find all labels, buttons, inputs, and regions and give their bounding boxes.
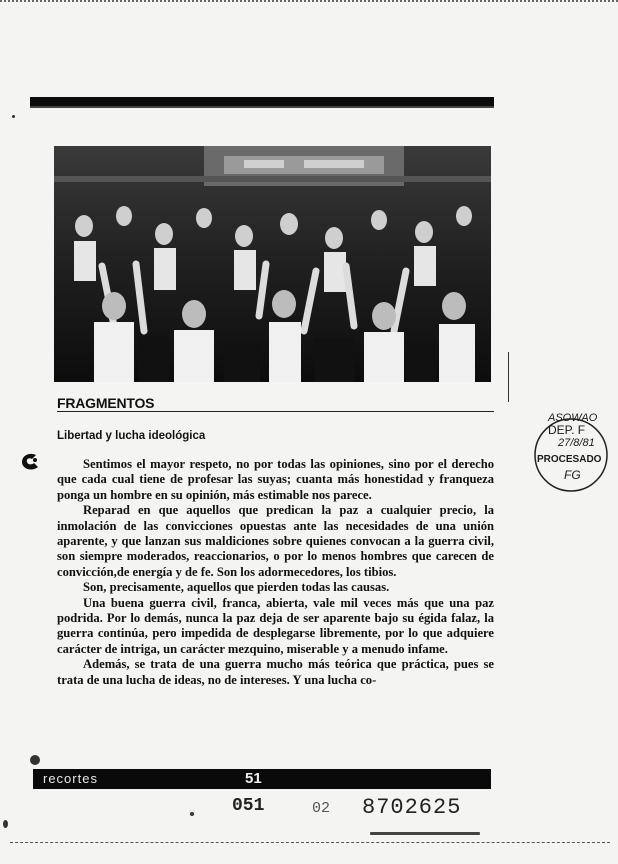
speck <box>3 820 8 828</box>
margin-rule <box>508 352 509 402</box>
stamp-text: PROCESADO <box>537 454 602 465</box>
footer-bar <box>33 769 491 789</box>
crowd-photo-graphic <box>54 146 491 382</box>
section-rule <box>57 411 494 412</box>
stamp-text: ASOWAO <box>548 412 598 424</box>
archive-stamp <box>528 410 614 496</box>
page-number: 51 <box>245 770 262 787</box>
stamp-text: FG <box>564 468 581 482</box>
paragraph: Además, se trata de una guerra mucho más teórica que práctica, pues se trata de una lucha de ideas, no de intereses. Y una lucha co- <box>57 657 494 687</box>
article-body <box>57 457 494 688</box>
stamp-text: DEP. F <box>548 423 586 437</box>
page-number-repeat: 051 <box>232 796 265 816</box>
header-rule <box>30 97 494 108</box>
section-title: FRAGMENTOS <box>57 395 155 411</box>
crowd-photo <box>54 146 491 382</box>
footer-brand: recortes <box>43 771 98 786</box>
paragraph: Reparad en que aquellos que predican la paz a cualquier precio, la inmolación de las convicciones opuestas ante las necesidades de una unión aparente, y que lanzan sus maldiciones sobre quienes convocan a la guerra civil, son siempre moderados, reaccionarios, o por lo menos hombres que carecen de convicción,de energía y de fe. Son los adormecedores, los tibios. <box>57 503 494 579</box>
paragraph: Una buena guerra civil, franca, abierta, vale mil veces más que una paz podrida. Por lo demás, nunca la paz deja de ser aparente bajo su égida falaz, la guerra continúa, pero impedida de desplegarse libremente, por lo que adquiere carácter de intriga, un carácter mezquino, miserable y a menudo infame. <box>57 595 494 656</box>
margin-mark-icon <box>18 450 42 472</box>
speck <box>12 115 15 118</box>
paragraph: Son, precisamente, aquellos que pierden todas las causas. <box>83 580 390 595</box>
archive-number: 8702625 <box>362 795 462 820</box>
speck <box>190 812 194 816</box>
scan-bottom-edge <box>10 842 610 844</box>
article-subtitle: Libertad y lucha ideológica <box>57 430 206 442</box>
speck <box>370 832 480 835</box>
paragraph: Sentimos el mayor respeto, no por todas las opiniones, sino por el derecho que cada cual tiene de profesar las suyas; cuanta más honestidad y franqueza ponga un hombre en su opinión, más estimable nos parece. <box>57 457 494 502</box>
code-prefix: 02 <box>312 800 331 817</box>
scan-top-edge <box>0 0 618 5</box>
speck <box>30 755 40 765</box>
stamp-text: 27/8/81 <box>558 437 595 449</box>
